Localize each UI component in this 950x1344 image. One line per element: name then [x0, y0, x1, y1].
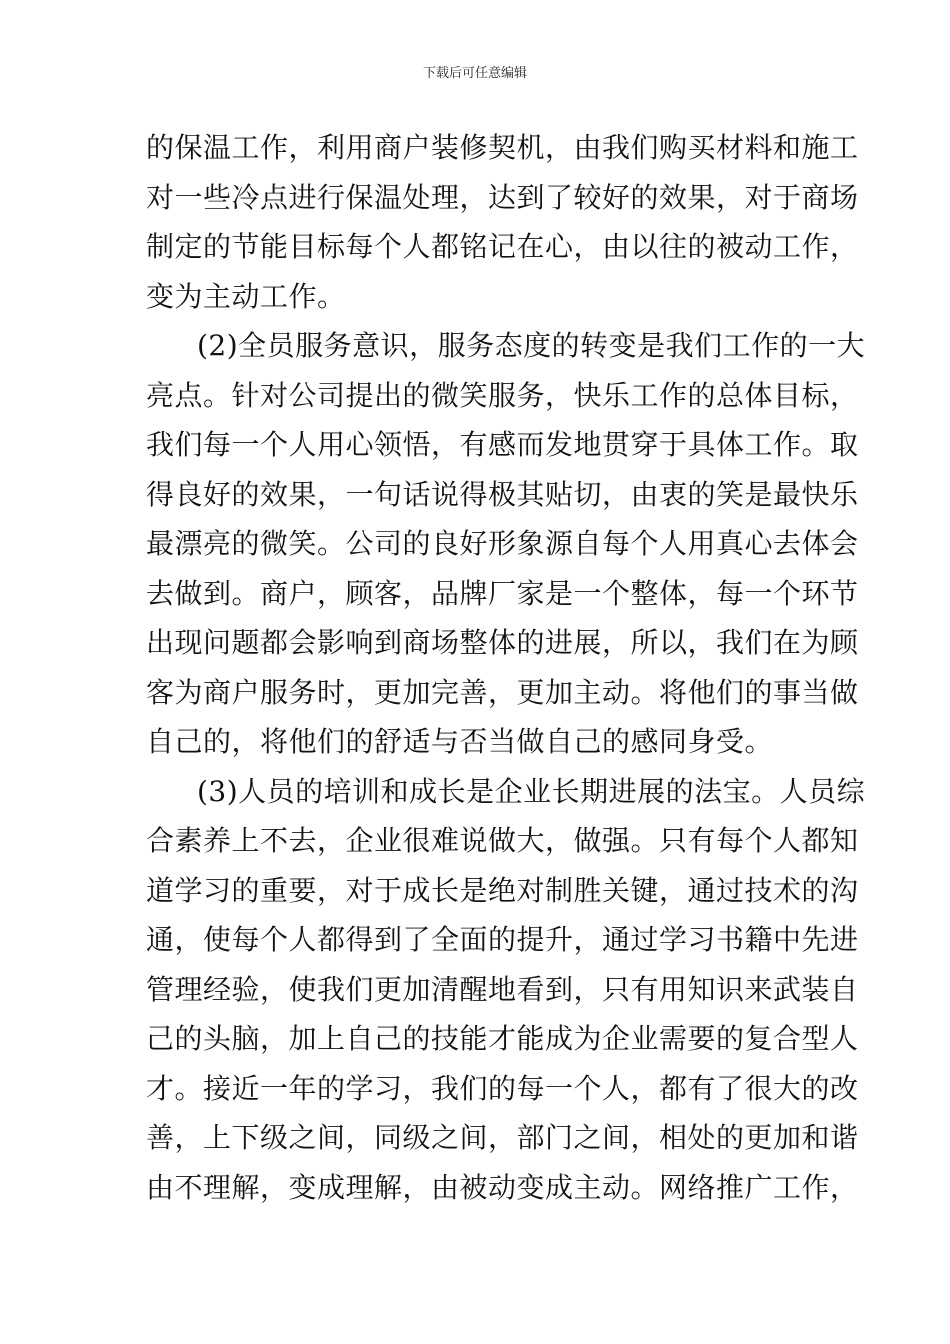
text-line: 我们每一个人用心领悟，有感而发地贯穿于具体工作。取	[146, 428, 859, 461]
text-line: 亮点。针对公司提出的微笑服务，快乐工作的总体目标，	[146, 378, 859, 412]
document-body	[146, 123, 866, 1212]
text-line: 由不理解，变成理解，由被动变成主动。网络推广工作，	[146, 1170, 859, 1204]
text-line: 道学习的重要，对于成长是绝对制胜关键，通过技术的沟	[146, 873, 859, 907]
text-line: 最漂亮的微笑。公司的良好形象源自每个人用真心去体会	[146, 527, 859, 560]
text-line: 管理经验，使我们更加清醒地看到，只有用知识来武装自	[146, 972, 859, 1006]
text-line: 得良好的效果，一句话说得极其贴切，由衷的笑是最快乐	[146, 477, 859, 511]
text-line: 的保温工作，利用商户装修契机，由我们购买材料和施工	[146, 131, 859, 164]
page-header: 下载后可任意编辑	[422, 66, 527, 81]
paragraph-2	[146, 321, 866, 767]
text-line: 善，上下级之间，同级之间，部门之间，相处的更加和谐	[146, 1121, 859, 1154]
text-line: 通，使每个人都得到了全面的提升，通过学习书籍中先进	[146, 923, 859, 956]
text-line: 变为主动工作。	[146, 279, 346, 313]
text-line: 己的头脑，加上自己的技能才能成为企业需要的复合型人	[146, 1022, 859, 1055]
text-line: (2)全员服务意识，服务态度的转变是我们工作的一大	[197, 329, 866, 362]
text-line: 去做到。商户，顾客，品牌厂家是一个整体，每一个环节	[146, 576, 859, 610]
text-line: 自己的，将他们的舒适与否当做自己的感同身受。	[146, 725, 774, 758]
text-line: 对一些冷点进行保温处理，达到了较好的效果，对于商场	[146, 180, 859, 214]
paragraph-3	[146, 767, 866, 1213]
text-line: 才。接近一年的学习，我们的每一个人，都有了很大的改	[146, 1071, 859, 1105]
text-line: 出现问题都会影响到商场整体的进展，所以，我们在为顾	[146, 626, 859, 659]
text-line: 合素养上不去，企业很难说做大，做强。只有每个人都知	[146, 824, 859, 857]
paragraph-1	[146, 123, 859, 321]
text-line: 客为商户服务时，更加完善，更加主动。将他们的事当做	[146, 675, 859, 709]
text-line: 制定的节能目标每个人都铭记在心，由以往的被动工作，	[146, 230, 859, 263]
text-line: (3)人员的培训和成长是企业长期进展的法宝。人员综	[197, 774, 866, 808]
